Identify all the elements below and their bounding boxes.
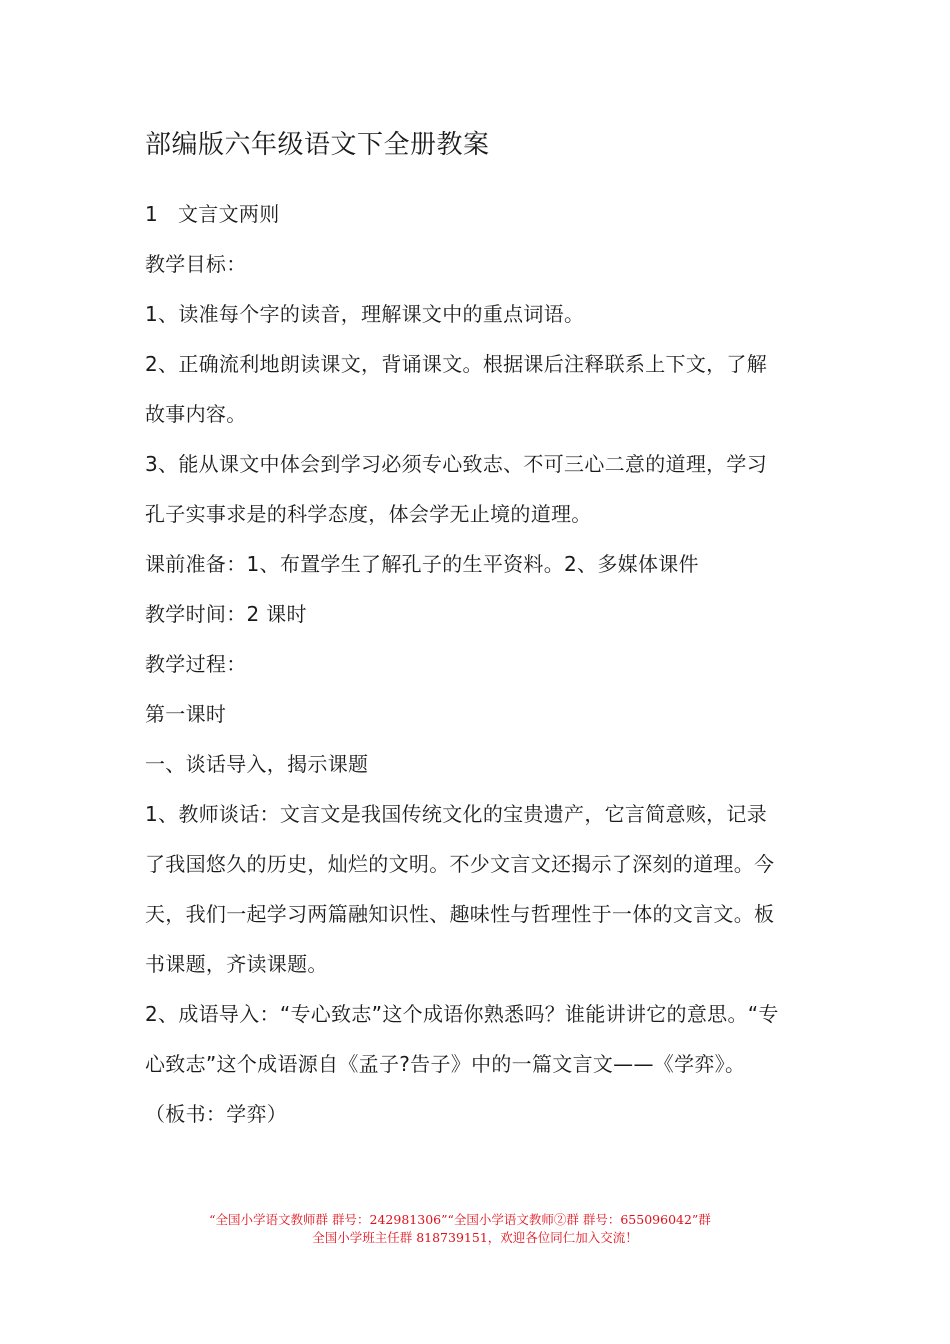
lesson-number: 1: [145, 202, 159, 226]
footer-line-2: 全国小学班主任群 818739151，欢迎各位同仁加入交流！: [312, 1230, 638, 1245]
goal-3-continued: 孔子实事求是的科学态度，体会学无止境的道理。: [145, 502, 592, 526]
footer-line-1: “全国小学语文教师群 群号：242981306”“全国小学语文教师②群 群号：655096042”群: [209, 1212, 711, 1227]
goal-2-continued: 故事内容。: [145, 402, 247, 426]
goal-1: 1、读准每个字的读音，理解课文中的重点词语。: [145, 302, 585, 326]
goal-2: 2、正确流利地朗读课文，背诵课文。根据课后注释联系上下文，了解: [145, 352, 768, 376]
paragraph-line: 心致志”这个成语源自《孟子?告子》中的一篇文言文——《学弈》。: [145, 1052, 746, 1076]
section-intro-heading: 一、谈话导入，揭示课题: [145, 752, 369, 776]
paragraph-line: 了我国悠久的历史，灿烂的文明。不少文言文还揭示了深刻的道理。今: [145, 852, 775, 876]
paragraph-line: 天，我们一起学习两篇融知识性、趣味性与哲理性于一体的文言文。板: [145, 902, 775, 926]
preparation: 课前准备：1、布置学生了解孔子的生平资料。2、多媒体课件: [145, 552, 699, 576]
teaching-goals-label: 教学目标：: [145, 252, 247, 276]
first-lesson-heading: 第一课时: [145, 702, 227, 726]
goal-3: 3、能从课文中体会到学习必须专心致志、不可三心二意的道理，学习: [145, 452, 768, 476]
lesson-name: 文言文两则: [178, 202, 280, 226]
document-title: 部编版六年级语文下全册教案: [145, 130, 490, 160]
paragraph-line: 1、教师谈话：文言文是我国传统文化的宝贵遗产，它言简意赅，记录: [145, 802, 768, 826]
lesson-heading: [145, 189, 815, 239]
teaching-process-label: 教学过程：: [145, 652, 247, 676]
paragraph-line: 书课题，齐读课题。: [145, 952, 328, 976]
page-footer: [0, 1211, 950, 1247]
document-body: [145, 189, 815, 1139]
paragraph-line: 2、成语导入：“专心致志”这个成语你熟悉吗？谁能讲讲它的意思。“专: [145, 1002, 779, 1026]
blackboard-note: （板书：学弈）: [145, 1102, 288, 1126]
teaching-time: 教学时间：2 课时: [145, 602, 307, 626]
